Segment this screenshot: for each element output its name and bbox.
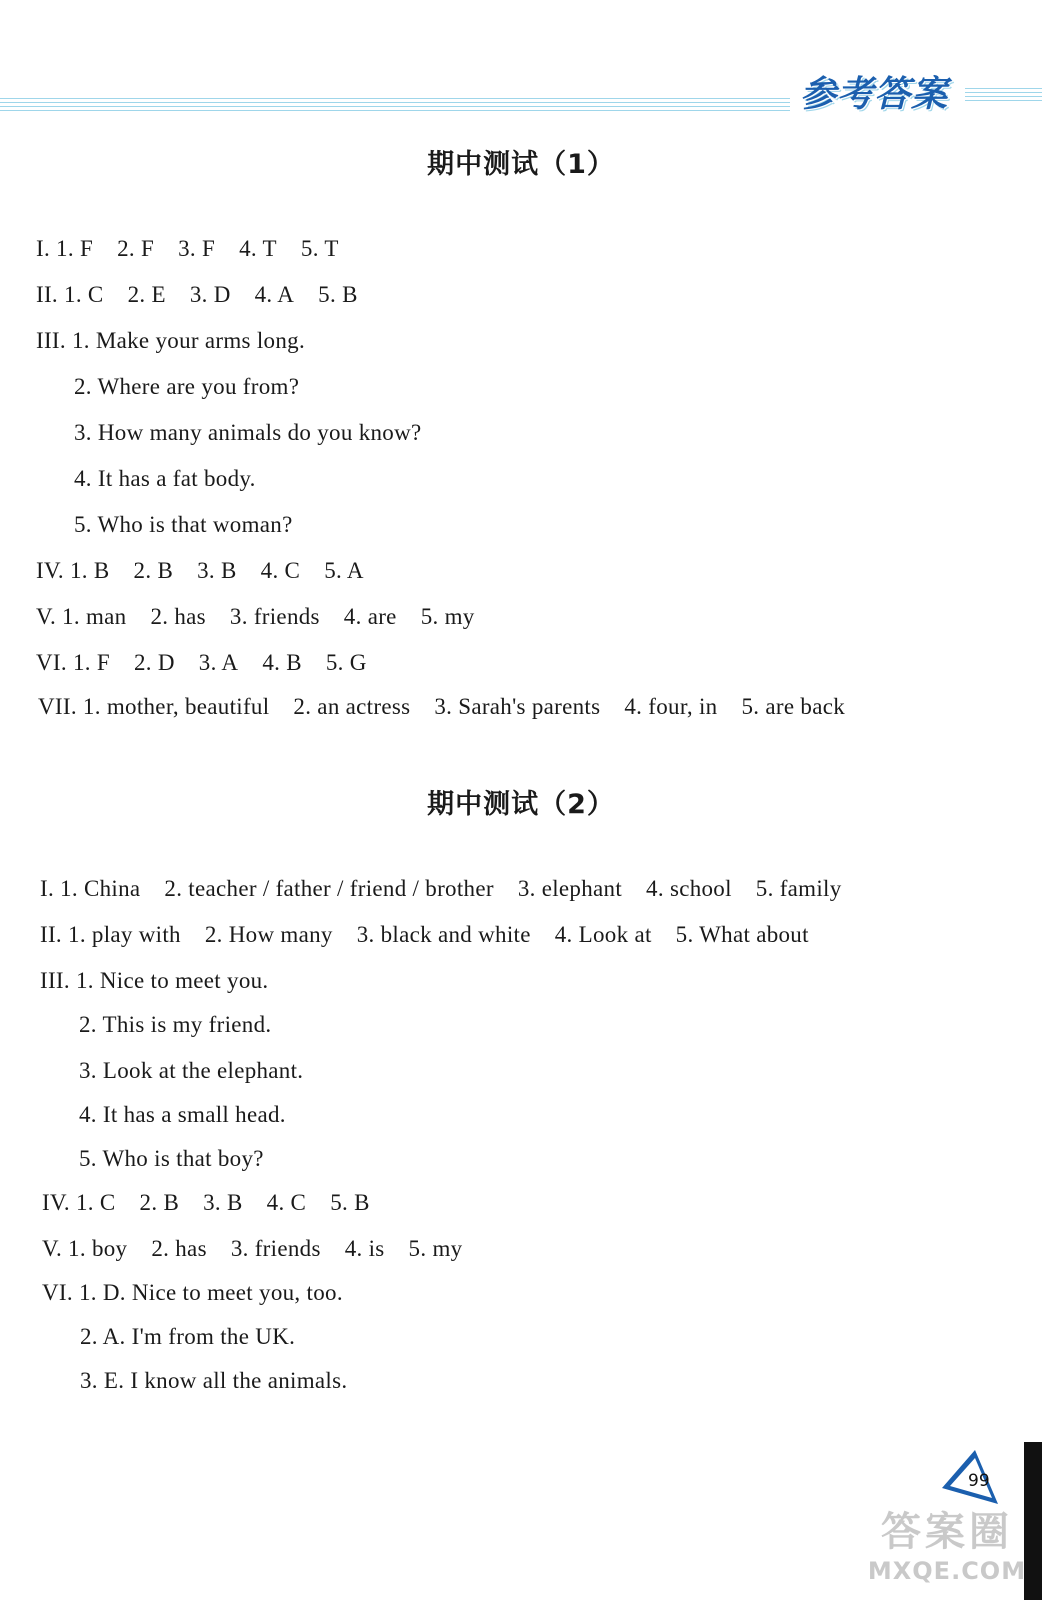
answer-line <box>80 1324 295 1350</box>
answer-item: 2. F <box>117 236 155 261</box>
watermark <box>862 1508 1032 1596</box>
answer-item: 2. has <box>150 604 206 629</box>
answer-item: 2. D <box>133 650 175 675</box>
page-number: 99 <box>968 1471 990 1491</box>
answer-item: 2. E <box>127 282 166 307</box>
answer-line <box>36 558 364 584</box>
answer-item: 2. teacher / father / friend / brother <box>164 876 494 901</box>
answer-line <box>74 466 256 492</box>
answer-item: 4. B <box>262 650 302 675</box>
answer-item: 2. has <box>151 1236 207 1261</box>
answer-line <box>74 512 293 538</box>
answer-item: 4. school <box>646 876 732 901</box>
answer-item: 2. B <box>139 1190 180 1215</box>
answer-item: 2. How many <box>204 922 333 947</box>
answer-item: 4. C <box>266 1190 307 1215</box>
answer-item: 3. friends <box>229 604 320 629</box>
answer-line <box>79 1102 286 1128</box>
answer-item: 5. are back <box>741 694 846 719</box>
answer-item: 5. T <box>300 236 339 261</box>
answer-item: 5. What about <box>675 922 809 947</box>
answer-line <box>36 604 475 630</box>
answer-item: 5. B <box>330 1190 370 1215</box>
answer-item: 3. B <box>197 558 237 583</box>
answer-item: 5. B <box>318 282 358 307</box>
answer-item: VI. 1. F <box>36 650 110 675</box>
answer-item: III. 1. Nice to meet you. <box>40 968 269 993</box>
answer-line <box>79 1146 264 1172</box>
answer-item: 2. A. I'm from the UK. <box>80 1324 296 1349</box>
answer-item: 3. F <box>178 236 216 261</box>
answer-item: V. 1. boy <box>42 1236 128 1261</box>
answer-item: 5. A <box>324 558 364 583</box>
answer-item: I. 1. F <box>36 236 94 261</box>
answer-item: 4. Look at <box>554 922 652 947</box>
answer-line <box>79 1012 271 1038</box>
answer-line <box>74 420 422 446</box>
header-title: 参考答案 <box>800 74 949 115</box>
answer-item: IV. 1. B <box>36 558 110 583</box>
answer-item: 4. It has a fat body. <box>74 466 256 491</box>
answer-item: 5. G <box>325 650 367 675</box>
answer-item: 3. A <box>198 650 239 675</box>
answer-line <box>40 968 268 994</box>
answer-line <box>40 922 809 948</box>
answer-line <box>42 1280 343 1306</box>
answer-item: 4. four, in <box>624 694 718 719</box>
answer-item: II. 1. C <box>36 282 104 307</box>
header-decoration-lines <box>0 98 790 114</box>
answer-item: 2. an actress <box>293 694 411 719</box>
answer-item: V. 1. man <box>36 604 127 629</box>
answer-item: 3. Look at the elephant. <box>79 1058 304 1083</box>
answer-item: 2. This is my friend. <box>79 1012 272 1037</box>
answer-line <box>42 1236 462 1262</box>
answer-item: 5. my <box>420 604 475 629</box>
answer-item: 5. Who is that boy? <box>79 1146 264 1171</box>
answer-item: 3. B <box>203 1190 243 1215</box>
answer-item: VII. 1. mother, beautiful <box>38 694 270 719</box>
answer-line <box>36 328 305 354</box>
answer-item: I. 1. China <box>40 876 141 901</box>
section-title-midterm-1: 期中测试（1） <box>427 149 615 180</box>
answer-line <box>74 374 299 400</box>
answer-item: II. 1. play with <box>40 922 181 947</box>
header-decoration-lines-right <box>965 88 1042 102</box>
answer-item: 4. A <box>254 282 295 307</box>
answer-item: 2. Where are you from? <box>74 374 300 399</box>
answer-item: 3. friends <box>230 1236 321 1261</box>
answer-item: 3. How many animals do you know? <box>74 420 422 445</box>
answer-item: 5. Who is that woman? <box>74 512 293 537</box>
answer-item: 3. E. I know all the animals. <box>80 1368 348 1393</box>
answer-item: VI. 1. D. Nice to meet you, too. <box>42 1280 343 1305</box>
answer-item: 4. It has a small head. <box>79 1102 286 1127</box>
answer-line <box>42 1190 370 1216</box>
answer-item: 4. T <box>239 236 277 261</box>
answer-item: 3. black and white <box>356 922 531 947</box>
answer-item: 3. elephant <box>517 876 623 901</box>
answer-item: 3. D <box>189 282 231 307</box>
answer-line <box>36 282 358 308</box>
answer-item: IV. 1. C <box>42 1190 116 1215</box>
answer-line <box>80 1368 347 1394</box>
answer-item: 2. B <box>133 558 174 583</box>
answer-line <box>36 650 367 676</box>
answer-item: 5. family <box>755 876 842 901</box>
answer-item: 4. is <box>344 1236 385 1261</box>
watermark-site-text: MXQE.COM <box>867 1557 1027 1585</box>
answer-item: III. 1. Make your arms long. <box>36 328 306 353</box>
answer-item: 5. my <box>408 1236 463 1261</box>
answer-line <box>38 694 845 720</box>
answer-item: 3. Sarah's parents <box>434 694 601 719</box>
answer-line <box>40 876 842 902</box>
section-title-midterm-2: 期中测试（2） <box>427 789 615 820</box>
answer-line <box>79 1058 303 1084</box>
answer-item: 4. C <box>260 558 301 583</box>
answer-line <box>36 236 339 262</box>
watermark-logo-text: 答案圈 <box>881 1509 1013 1555</box>
answer-item: 4. are <box>343 604 397 629</box>
